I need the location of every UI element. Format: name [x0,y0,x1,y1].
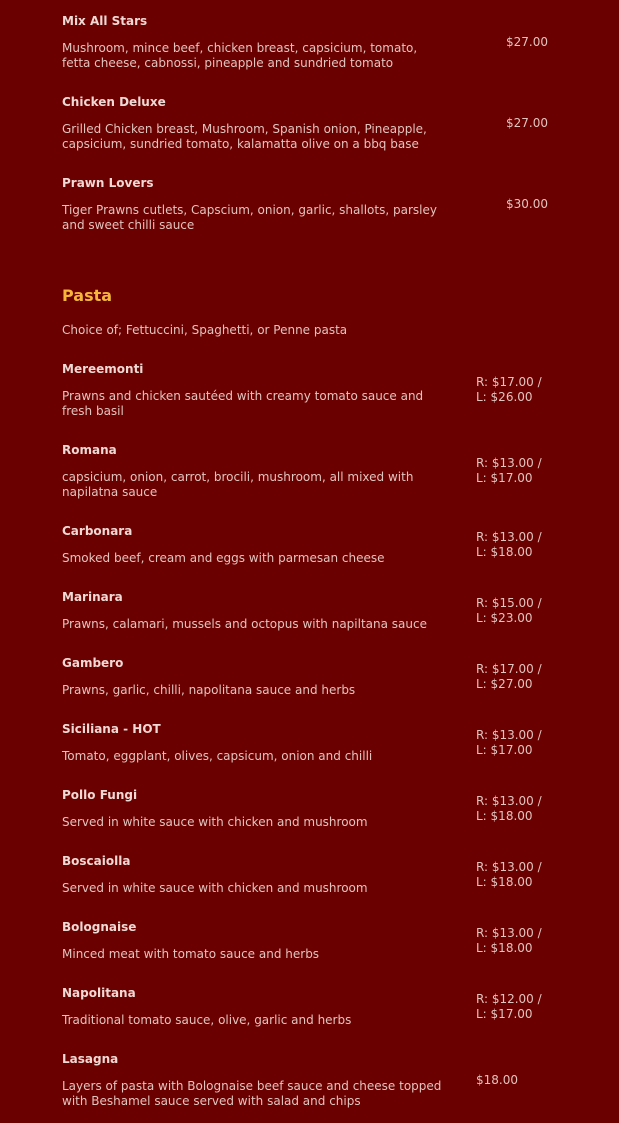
menu-item-romana [62,443,602,499]
item-price: $18.00 [476,1073,518,1087]
menu-item-carbonara [62,524,602,565]
menu-item-bolognaise [62,920,602,961]
menu-item-prawn-lovers [62,176,602,232]
item-name: Carbonara [62,524,133,538]
item-price: $30.00 [506,197,548,211]
item-name: Lasagna [62,1052,119,1066]
menu-item-mereemonti [62,362,602,418]
item-name: Boscaiolla [62,854,131,868]
item-price: R: $13.00 / L: $18.00 [476,794,542,823]
item-name: Romana [62,443,117,457]
item-name: Gambero [62,656,124,670]
menu-item-marinara [62,590,602,631]
item-description: Served in white sauce with chicken and mushroom [62,815,368,829]
item-description: Served in white sauce with chicken and mushroom [62,881,368,895]
item-description: Grilled Chicken breast, Mushroom, Spanish onion, Pineapple, capsicium, sundried tomato, kalamatta olive on a bbq base [62,122,427,151]
item-name: Mereemonti [62,362,144,376]
item-description: capsicium, onion, carrot, brocili, mushroom, all mixed with napilatna sauce [62,470,414,499]
item-description: Tomato, eggplant, olives, capsicum, onion and chilli [62,749,373,763]
item-price: R: $17.00 / L: $27.00 [476,662,542,691]
item-description: Prawns, calamari, mussels and octopus with napiltana sauce [62,617,427,631]
menu-item-boscaiolla [62,854,602,895]
item-name: Bolognaise [62,920,137,934]
item-price: R: $12.00 / L: $17.00 [476,992,542,1021]
item-description: Traditional tomato sauce, olive, garlic and herbs [62,1013,352,1027]
item-price: R: $13.00 / L: $18.00 [476,530,542,559]
item-name: Siciliana - HOT [62,722,161,736]
menu-item-pollo-fungi [62,788,602,829]
item-price: R: $13.00 / L: $18.00 [476,860,542,889]
item-description: Minced meat with tomato sauce and herbs [62,947,320,961]
item-description: Mushroom, mince beef, chicken breast, capsicium, tomato, fetta cheese, cabnossi, pineapple and sundried tomato [62,41,418,70]
item-price: R: $13.00 / L: $18.00 [476,926,542,955]
menu-item-chicken-deluxe [62,95,602,151]
item-description: Prawns and chicken sautéed with creamy tomato sauce and fresh basil [62,389,424,418]
item-description: Prawns, garlic, chilli, napolitana sauce and herbs [62,683,356,697]
item-price: R: $13.00 / L: $17.00 [476,456,542,485]
item-name: Napolitana [62,986,136,1000]
menu-item-siciliana [62,722,602,763]
item-price: $27.00 [506,116,548,130]
menu-item-napolitana [62,986,602,1027]
section-title-pasta: Pasta [62,286,113,305]
item-name: Mix All Stars [62,14,148,28]
menu-item-mix-all-stars [62,14,602,70]
menu-item-gambero [62,656,602,697]
menu-item-lasagna [62,1052,602,1108]
item-price: $27.00 [506,35,548,49]
item-price: R: $17.00 / L: $26.00 [476,375,542,404]
item-name: Prawn Lovers [62,176,154,190]
item-name: Chicken Deluxe [62,95,166,109]
item-description: Layers of pasta with Bolognaise beef sauce and cheese topped with Beshamel sauce served with salad and chips [62,1079,442,1108]
item-name: Pollo Fungi [62,788,138,802]
item-name: Marinara [62,590,123,604]
item-price: R: $13.00 / L: $17.00 [476,728,542,757]
section-note: Choice of; Fettuccini, Spaghetti, or Penne pasta [62,323,348,337]
item-description: Tiger Prawns cutlets, Capscium, onion, garlic, shallots, parsley and sweet chilli sauce [62,203,437,232]
item-price: R: $15.00 / L: $23.00 [476,596,542,625]
item-description: Smoked beef, cream and eggs with parmesan cheese [62,551,385,565]
